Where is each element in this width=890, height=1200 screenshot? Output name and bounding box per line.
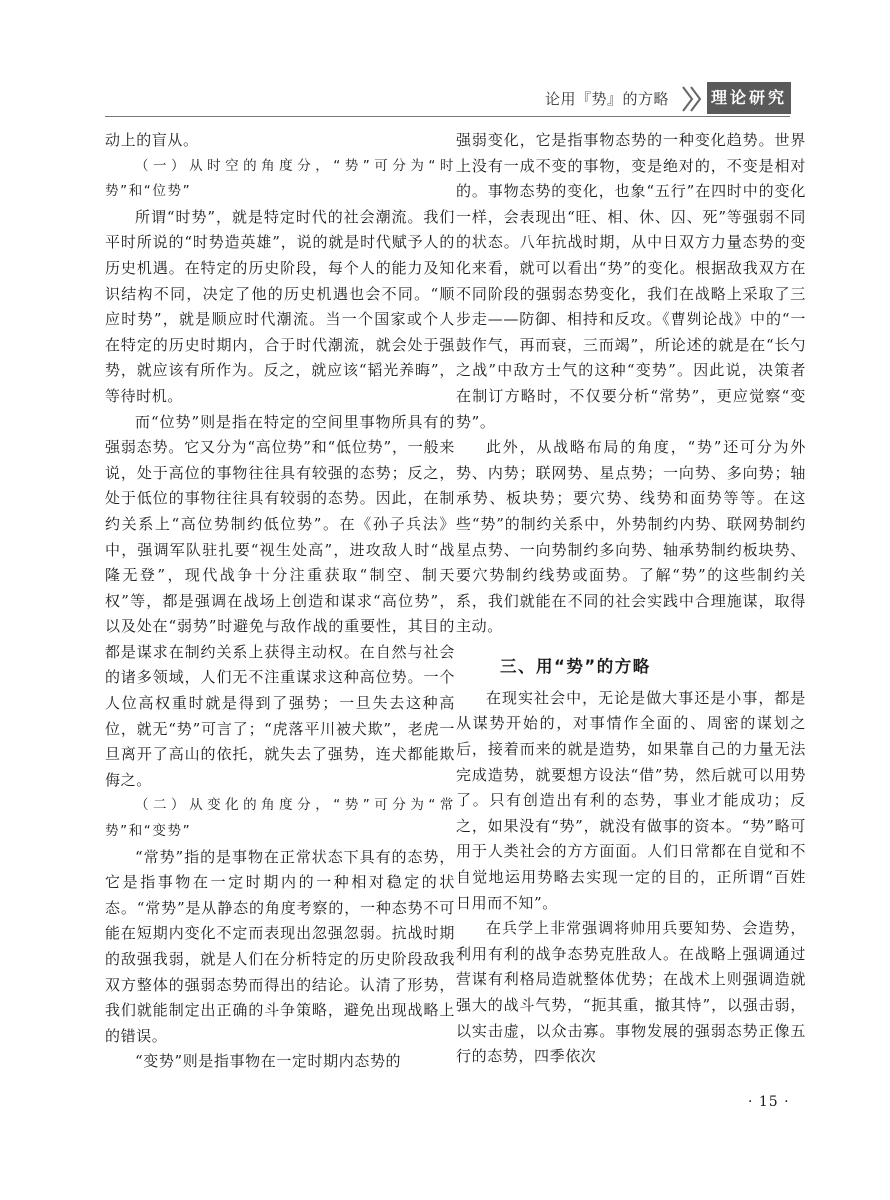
section-label: 理论研究 (707, 82, 791, 114)
paragraph: “变势”则是指事物在一定时期内态势的 (135, 1052, 402, 1071)
subheading-time-space: （一）从时空的角度分，“势”可分为“时势”和“位势” (105, 157, 455, 200)
right-column (456, 128, 806, 1070)
subheading-change: （二）从变化的角度分，“势”可分为“常势”和“变势” (105, 797, 455, 840)
double-chevron-icon (681, 85, 705, 113)
header-divider (105, 116, 790, 117)
page-number: · 15 · (748, 1094, 790, 1110)
section-heading: 三、用“势”的方略 (500, 656, 651, 676)
paragraph: 强弱变化，它是指事物态势的一种变化趋势。世界上没有一成不变的事物，变是绝对的，不变是相对的。事物态势的变化，也象“五行”在四时中的变化一样，会表现出“旺、相、休、囚、死”等强弱不同的状态。八年抗战时期，从中日双方力量态势的变化来看，就可以看出“势”的变化。根据敌我双方在不同阶段的强弱态势变化，我们在战略上采取了三步走——防御、相持和反攻。《曹刿论战》中的“一鼓作气，再而衰，三而竭”，所论述的就是在“长勺之战”中敌方士气的这种“变势”。因此说，决策者在制订方略时，不仅要分析“常势”，更应觉察“变势”。 (456, 131, 806, 431)
left-column (105, 128, 455, 1075)
paragraph: 在现实社会中，无论是做大事还是小事，都是从谋势开始的，对事情作全面的、周密的谋划之后，接着而来的就是造势，如果靠自己的力量无法完成造势，就要想方设法“借”势，然后就可以用势了。只有创造出有利的态势，事业才能成功；反之，如果没有“势”，就没有做事的资本。“势”略可用于人类社会的方方面面。人们日常都在自觉和不自觉地运用势略去实现一定的目的，正所谓“百姓日用而不知”。 (456, 688, 806, 912)
paragraph: 动上的盲从。 (105, 131, 199, 149)
paragraph: 所谓“时势”，就是特定时代的社会潮流。我们平时所说的“时势造英雄”，说的就是时代赋予人的历史机遇。在特定的历史阶段，每个人的能力及知识结构不同，决定了他的历史机遇也会不同。“顺应时势”，就是顺应时代潮流。当一个国家或个人在特定的历史时期内，合于时代潮流，就会处于强势，就应该有所作为。反之，就应该“韬光养晦”，等待时机。 (105, 207, 455, 405)
paragraph: “常势”指的是事物在正常状态下具有的态势，它是指事物在一定时期内的一种相对稳定的状态。“常势”是从静态的角度考察的，一种态势不可能在短期内变化不定而表现出忽强忽弱。抗战时期的敌强我弱，就是人们在分析特定的历史阶段敌我双方整体的强弱态势而得出的结论。认清了形势，我们就能制定出正确的斗争策略，避免出现战略上的错误。 (105, 847, 455, 1045)
paragraph: 而“位势”则是指在特定的空间里事物所具有的强弱态势。它又分为“高位势”和“低位势”，一般来说，处于高位的事物往往具有较强的态势；反之，处于低位的事物往往具有较弱的态势。因此，在制约关系上“高位势制约低位势”。在《孙子兵法》中，强调军队驻扎要“视生处高”，进攻敌人时“战隆无登”，现代战争十分注重获取“制空、制天权”等，都是强调在战场上创造和谋求“高位势”，以及处在“弱势”时避免与敌作战的重要性，其目的都是谋求在制约关系上获得主动权。在自然与社会的诸多领域，人们无不注重谋求这种高位势。一个人位高权重时就是得到了强势；一旦失去这种高位，就无“势”可言了；“虎落平川被犬欺”，老虎一旦离开了高山的依托，就失去了强势，连犬都能欺侮之。 (105, 412, 455, 789)
article-title: 论用『势』的方略 (545, 90, 670, 108)
running-header (545, 82, 790, 116)
paragraph: 在兵学上非常强调将帅用兵要知势、会造势，利用有利的战争态势克胜敌人。在战略上强调通过营谋有利格局造就整体优势；在战术上则强调造就强大的战斗气势，“扼其重，撤其恃”，以强击弱，以实击虚，以众击寡。事物发展的强弱态势正像五行的态势，四季依次 (456, 919, 806, 1066)
paragraph: 此外，从战略布局的角度，“势”还可分为外势、内势；联网势、星点势；一向势、多向势；轴承势、板块势；要穴势、线势和面势等等。在这些“势”的制约关系中，外势制约内势、联网势制约星点势、一向势制约多向势、轴承势制约板块势、要穴势制约线势或面势。了解“势”的这些制约关系，我们就能在不同的社会实践中合理施谋，取得主动。 (456, 438, 806, 636)
